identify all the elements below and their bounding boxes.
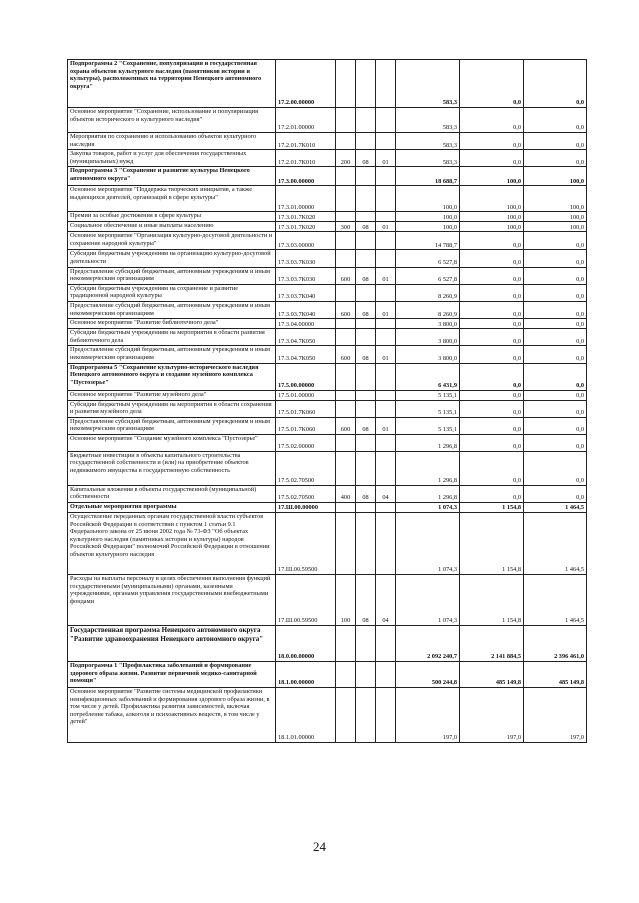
row-vr [336,363,356,390]
row-rz [356,133,376,150]
row-code: 18.1.01.00000 [276,688,336,743]
row-rz [356,108,376,133]
row-amount-year1: 5 135,1 [396,417,460,434]
row-vr [336,400,356,417]
row-amount-year3: 0,0 [524,319,587,329]
row-vr [336,662,356,688]
row-vr [336,232,356,250]
row-amount-year3: 1 464,5 [524,503,587,513]
row-name: Бюджетные инвестиции в объекты капитального строительства государственной собственности и (или) на приобретение объектов недвижимого имущества в государственную собственность [68,451,276,485]
row-rz [356,284,376,301]
row-pr: 01 [376,267,396,284]
row-rz [356,186,376,212]
row-pr: 01 [376,417,396,434]
row-vr [336,250,356,267]
row-rz: 08 [356,346,376,363]
row-amount-year3: 0,0 [524,346,587,363]
row-amount-year2: 0,0 [460,451,524,485]
table-row [68,513,587,575]
row-amount-year1: 1 074,3 [396,575,460,626]
table-row [68,212,587,222]
row-vr [336,434,356,451]
row-code: 17.3.04.7К050 [276,329,336,346]
row-vr [336,688,356,743]
row-amount-year3: 100,0 [524,222,587,232]
row-vr [336,513,356,575]
row-amount-year1: 1 074,3 [396,503,460,513]
row-code: 17.5.02.70500 [276,485,336,502]
row-amount-year2: 0,0 [460,329,524,346]
row-amount-year2: 485 149,8 [460,662,524,688]
row-vr [336,319,356,329]
row-amount-year2: 0,0 [460,400,524,417]
row-name: Субсидии бюджетным учреждениям на мероприятия в области развития библиотечного дела [68,329,276,346]
row-amount-year1: 500 244,8 [396,662,460,688]
row-amount-year1: 100,0 [396,186,460,212]
row-code: 17.5.00.00000 [276,363,336,390]
row-amount-year2: 197,0 [460,688,524,743]
row-amount-year2: 0,0 [460,485,524,502]
row-pr [376,513,396,575]
row-amount-year1: 6 431,9 [396,363,460,390]
row-amount-year1: 100,0 [396,212,460,222]
row-amount-year2: 1 154,8 [460,503,524,513]
row-amount-year3: 100,0 [524,212,587,222]
row-vr: 100 [336,575,356,626]
row-amount-year2: 0,0 [460,390,524,400]
row-pr [376,662,396,688]
row-pr [376,503,396,513]
row-code: 17.3.03.7К030 [276,250,336,267]
row-name: Премии за особые достижения в сфере культуры [68,212,276,222]
row-amount-year2: 0,0 [460,434,524,451]
row-pr [376,186,396,212]
row-name: Субсидии бюджетным учреждениям на сохранение и развитие традиционной народной культуры [68,284,276,301]
row-rz [356,400,376,417]
row-amount-year2: 0,0 [460,319,524,329]
table-row [68,222,587,232]
row-amount-year1: 3 800,0 [396,346,460,363]
table-row [68,400,587,417]
row-amount-year2: 0,0 [460,346,524,363]
row-amount-year1: 583,3 [396,60,460,108]
row-amount-year3: 2 396 461,0 [524,626,587,662]
row-vr [336,329,356,346]
row-code: 17.3.04.00000 [276,319,336,329]
row-vr: 300 [336,222,356,232]
row-amount-year3: 100,0 [524,186,587,212]
row-code: 18.0.00.00000 [276,626,336,662]
row-pr [376,688,396,743]
table-row [68,329,587,346]
row-pr [376,319,396,329]
row-name: Подпрограмма 2 "Сохранение, популяризация и государственная охрана объектов культурного наследия (памятников истории и культуры), расположенных на территории Ненецкого автономного округа" [68,60,276,108]
row-pr [376,451,396,485]
row-amount-year3: 0,0 [524,267,587,284]
row-vr [336,133,356,150]
row-pr [376,232,396,250]
row-rz [356,503,376,513]
row-rz: 08 [356,485,376,502]
row-amount-year1: 1 074,3 [396,513,460,575]
row-amount-year2: 2 141 884,5 [460,626,524,662]
row-vr [336,284,356,301]
row-rz [356,212,376,222]
row-amount-year2: 1 154,8 [460,513,524,575]
row-pr [376,60,396,108]
row-code: 17.Ш.00.00000 [276,503,336,513]
row-amount-year3: 485 149,8 [524,662,587,688]
row-amount-year1: 8 260,9 [396,301,460,318]
row-amount-year1: 583,3 [396,133,460,150]
row-amount-year1: 8 260,9 [396,284,460,301]
budget-table-body [68,60,587,743]
row-name: Государственная программа Ненецкого автономного округа "Развитие здравоохранения Ненецкого автономного округа" [68,626,276,662]
row-amount-year2: 0,0 [460,363,524,390]
row-amount-year1: 583,3 [396,108,460,133]
row-amount-year1: 2 092 240,7 [396,626,460,662]
row-vr: 600 [336,346,356,363]
row-vr: 600 [336,267,356,284]
row-pr [376,363,396,390]
row-rz [356,363,376,390]
row-amount-year2: 0,0 [460,150,524,167]
row-vr [336,503,356,513]
table-row [68,186,587,212]
row-amount-year2: 100,0 [460,212,524,222]
row-amount-year1: 6 527,8 [396,267,460,284]
table-row [68,688,587,743]
table-row [68,417,587,434]
table-row [68,503,587,513]
row-pr [376,284,396,301]
table-row [68,346,587,363]
row-name: Предоставление субсидий бюджетным, автономным учреждениям и иным некоммерческим организациям [68,301,276,318]
row-vr [336,60,356,108]
row-code: 17.Ш.00.59500 [276,513,336,575]
row-name: Закупка товаров, работ и услуг для обеспечения государственных (муниципальных) нужд [68,150,276,167]
row-amount-year3: 0,0 [524,363,587,390]
row-amount-year3: 0,0 [524,232,587,250]
row-code: 17.3.03.7К040 [276,301,336,318]
row-name: Социальное обеспечение и иные выплаты населению [68,222,276,232]
row-amount-year3: 0,0 [524,150,587,167]
row-amount-year3: 0,0 [524,284,587,301]
row-rz: 08 [356,267,376,284]
row-amount-year3: 0,0 [524,60,587,108]
row-pr [376,434,396,451]
row-amount-year2: 100,0 [460,186,524,212]
row-vr [336,451,356,485]
row-pr [376,212,396,222]
row-pr [376,400,396,417]
table-row [68,662,587,688]
row-amount-year2: 0,0 [460,60,524,108]
row-rz [356,232,376,250]
row-amount-year2: 0,0 [460,417,524,434]
row-name: Основное мероприятие "Развитие библиотечного дела" [68,319,276,329]
row-rz [356,250,376,267]
table-row [68,390,587,400]
row-code: 17.3.00.00000 [276,167,336,186]
table-row [68,485,587,502]
row-amount-year1: 1 296,8 [396,485,460,502]
budget-table [67,59,587,743]
table-row [68,60,587,108]
row-rz [356,390,376,400]
row-amount-year3: 0,0 [524,400,587,417]
row-vr: 400 [336,485,356,502]
row-amount-year3: 1 464,5 [524,575,587,626]
row-rz: 08 [356,417,376,434]
row-pr: 04 [376,575,396,626]
row-name: Осуществление переданных органам государственной власти субъектов Российской Федерации в соответствии с пунктом 1 статьи 9.1 Федерального закона от 25 июня 2002 года № 73-ФЗ "Об объектах культурного наследия (памятниках истории и культуры) народов Российской Федерации" полномочий Российской Федерации в отношении объектов культурного наследия [68,513,276,575]
row-pr [376,108,396,133]
row-amount-year2: 0,0 [460,133,524,150]
row-amount-year1: 5 135,1 [396,400,460,417]
row-name: Основное мероприятие "Поддержка творческих инициатив, а также выдающихся деятелей, организаций в сфере культуры" [68,186,276,212]
row-amount-year3: 0,0 [524,451,587,485]
table-row [68,284,587,301]
row-vr [336,167,356,186]
row-name: Мероприятия по сохранению и использованию объектов культурного наследия [68,133,276,150]
row-amount-year2: 0,0 [460,108,524,133]
row-amount-year3: 100,0 [524,167,587,186]
row-name: Предоставление субсидий бюджетным, автономным учреждениям и иным некоммерческим организациям [68,417,276,434]
row-name: Основное мероприятие "Сохранение, использование и популяризация объектов исторического и культурного наследия" [68,108,276,133]
row-name: Субсидии бюджетным учреждениям на мероприятия в области сохранения и развития музейного дела [68,400,276,417]
row-pr [376,167,396,186]
row-code: 17.3.03.7К030 [276,267,336,284]
row-name: Отдельные мероприятия программы [68,503,276,513]
row-amount-year2: 100,0 [460,167,524,186]
row-code: 17.3.04.7К050 [276,346,336,363]
row-rz: 08 [356,222,376,232]
row-rz [356,451,376,485]
table-row [68,150,587,167]
table-row [68,108,587,133]
row-amount-year3: 1 464,5 [524,513,587,575]
row-amount-year2: 0,0 [460,284,524,301]
row-rz [356,688,376,743]
row-code: 17.3.01.7К020 [276,222,336,232]
row-amount-year1: 18 688,7 [396,167,460,186]
row-amount-year2: 0,0 [460,301,524,318]
row-name: Капитальные вложения в объекты государственной (муниципальной) собственности [68,485,276,502]
row-code: 17.5.01.00000 [276,390,336,400]
table-row [68,451,587,485]
row-code: 17.3.01.7К020 [276,212,336,222]
row-rz [356,626,376,662]
table-row [68,250,587,267]
row-pr [376,390,396,400]
row-name: Основное мероприятие "Развитие системы медицинской профилактики неинфекционных заболеваний и формирования здорового образа жизни, в том числе у детей. Профилактика развития зависимостей, включая потребление табака, алкоголя и психоактивных веществ, в том числе у детей" [68,688,276,743]
row-rz [356,662,376,688]
row-pr [376,626,396,662]
row-amount-year1: 5 135,1 [396,390,460,400]
row-code: 17.2.01.7К010 [276,133,336,150]
row-name: Основное мероприятие "Развитие музейного дела" [68,390,276,400]
row-pr: 01 [376,150,396,167]
row-amount-year3: 0,0 [524,485,587,502]
row-amount-year1: 3 800,0 [396,319,460,329]
row-pr: 01 [376,346,396,363]
row-pr [376,250,396,267]
row-code: 17.2.00.00000 [276,60,336,108]
row-amount-year3: 0,0 [524,329,587,346]
row-amount-year3: 0,0 [524,108,587,133]
row-pr: 01 [376,222,396,232]
row-rz [356,60,376,108]
row-vr: 600 [336,301,356,318]
row-code: 18.1.00.00000 [276,662,336,688]
table-row [68,434,587,451]
table-row [68,267,587,284]
row-name: Подпрограмма 3 "Сохранение и развитие культуры Ненецкого автономного округа" [68,167,276,186]
row-vr [336,626,356,662]
row-amount-year2: 0,0 [460,250,524,267]
row-pr: 04 [376,485,396,502]
row-rz [356,167,376,186]
row-amount-year2: 100,0 [460,222,524,232]
row-name: Подпрограмма 1 "Профилактика заболеваний и формирование здорового образа жизни. Развитие первичной медико-санитарной помощи" [68,662,276,688]
row-vr: 600 [336,417,356,434]
row-amount-year2: 1 154,8 [460,575,524,626]
row-rz [356,513,376,575]
row-rz [356,319,376,329]
row-rz [356,434,376,451]
row-amount-year3: 0,0 [524,250,587,267]
table-row [68,133,587,150]
row-code: 17.3.01.00000 [276,186,336,212]
row-amount-year1: 6 527,8 [396,250,460,267]
table-row [68,575,587,626]
row-code: 17.2.01.00000 [276,108,336,133]
table-row [68,232,587,250]
row-amount-year1: 1 296,8 [396,434,460,451]
row-amount-year3: 0,0 [524,133,587,150]
row-vr: 200 [336,150,356,167]
row-code: 17.Ш.00.59500 [276,575,336,626]
row-code: 17.3.03.00000 [276,232,336,250]
row-amount-year3: 0,0 [524,417,587,434]
row-amount-year3: 197,0 [524,688,587,743]
row-name: Предоставление субсидий бюджетным, автономным учреждениям и иным некоммерческим организациям [68,267,276,284]
row-amount-year3: 0,0 [524,390,587,400]
row-pr: 01 [376,301,396,318]
row-amount-year1: 100,0 [396,222,460,232]
row-rz: 08 [356,575,376,626]
table-row [68,167,587,186]
table-row [68,319,587,329]
row-amount-year1: 1 296,8 [396,451,460,485]
row-code: 17.5.02.00000 [276,434,336,451]
row-rz: 08 [356,301,376,318]
row-vr [336,186,356,212]
row-amount-year3: 0,0 [524,301,587,318]
row-code: 17.5.01.7К060 [276,400,336,417]
row-code: 17.2.01.7К010 [276,150,336,167]
row-amount-year1: 583,3 [396,150,460,167]
table-row [68,363,587,390]
row-amount-year1: 197,0 [396,688,460,743]
row-name: Подпрограмма 5 "Сохранение культурно-исторического наследия Ненецкого автономного округа и создание музейного комплекса "Пустозерье" [68,363,276,390]
row-code: 17.3.03.7К040 [276,284,336,301]
row-name: Субсидии бюджетным учреждениям на организацию культурно-досуговой деятельности [68,250,276,267]
row-code: 17.5.02.70500 [276,451,336,485]
row-vr [336,390,356,400]
row-amount-year2: 0,0 [460,267,524,284]
row-amount-year2: 0,0 [460,232,524,250]
row-pr [376,329,396,346]
row-vr [336,108,356,133]
row-name: Расходы на выплаты персоналу в целях обеспечения выполнения функций государственными (муниципальными) органами, казенными учреждениями, органами управления государственными внебюджетными фондами [68,575,276,626]
table-row [68,301,587,318]
row-name: Основное мероприятие "Организация культурно-досуговой деятельности и сохранение народной культуры" [68,232,276,250]
row-name: Предоставление субсидий бюджетным, автономным учреждениям и иным некоммерческим организациям [68,346,276,363]
row-rz [356,329,376,346]
row-pr [376,133,396,150]
row-rz: 08 [356,150,376,167]
page-number: 24 [313,839,326,854]
row-code: 17.5.01.7К060 [276,417,336,434]
row-amount-year1: 14 788,7 [396,232,460,250]
row-name: Основное мероприятие "Создание музейного комплекса "Пустозерье" [68,434,276,451]
table-row [68,626,587,662]
row-amount-year3: 0,0 [524,434,587,451]
row-vr [336,212,356,222]
row-amount-year1: 3 800,0 [396,329,460,346]
